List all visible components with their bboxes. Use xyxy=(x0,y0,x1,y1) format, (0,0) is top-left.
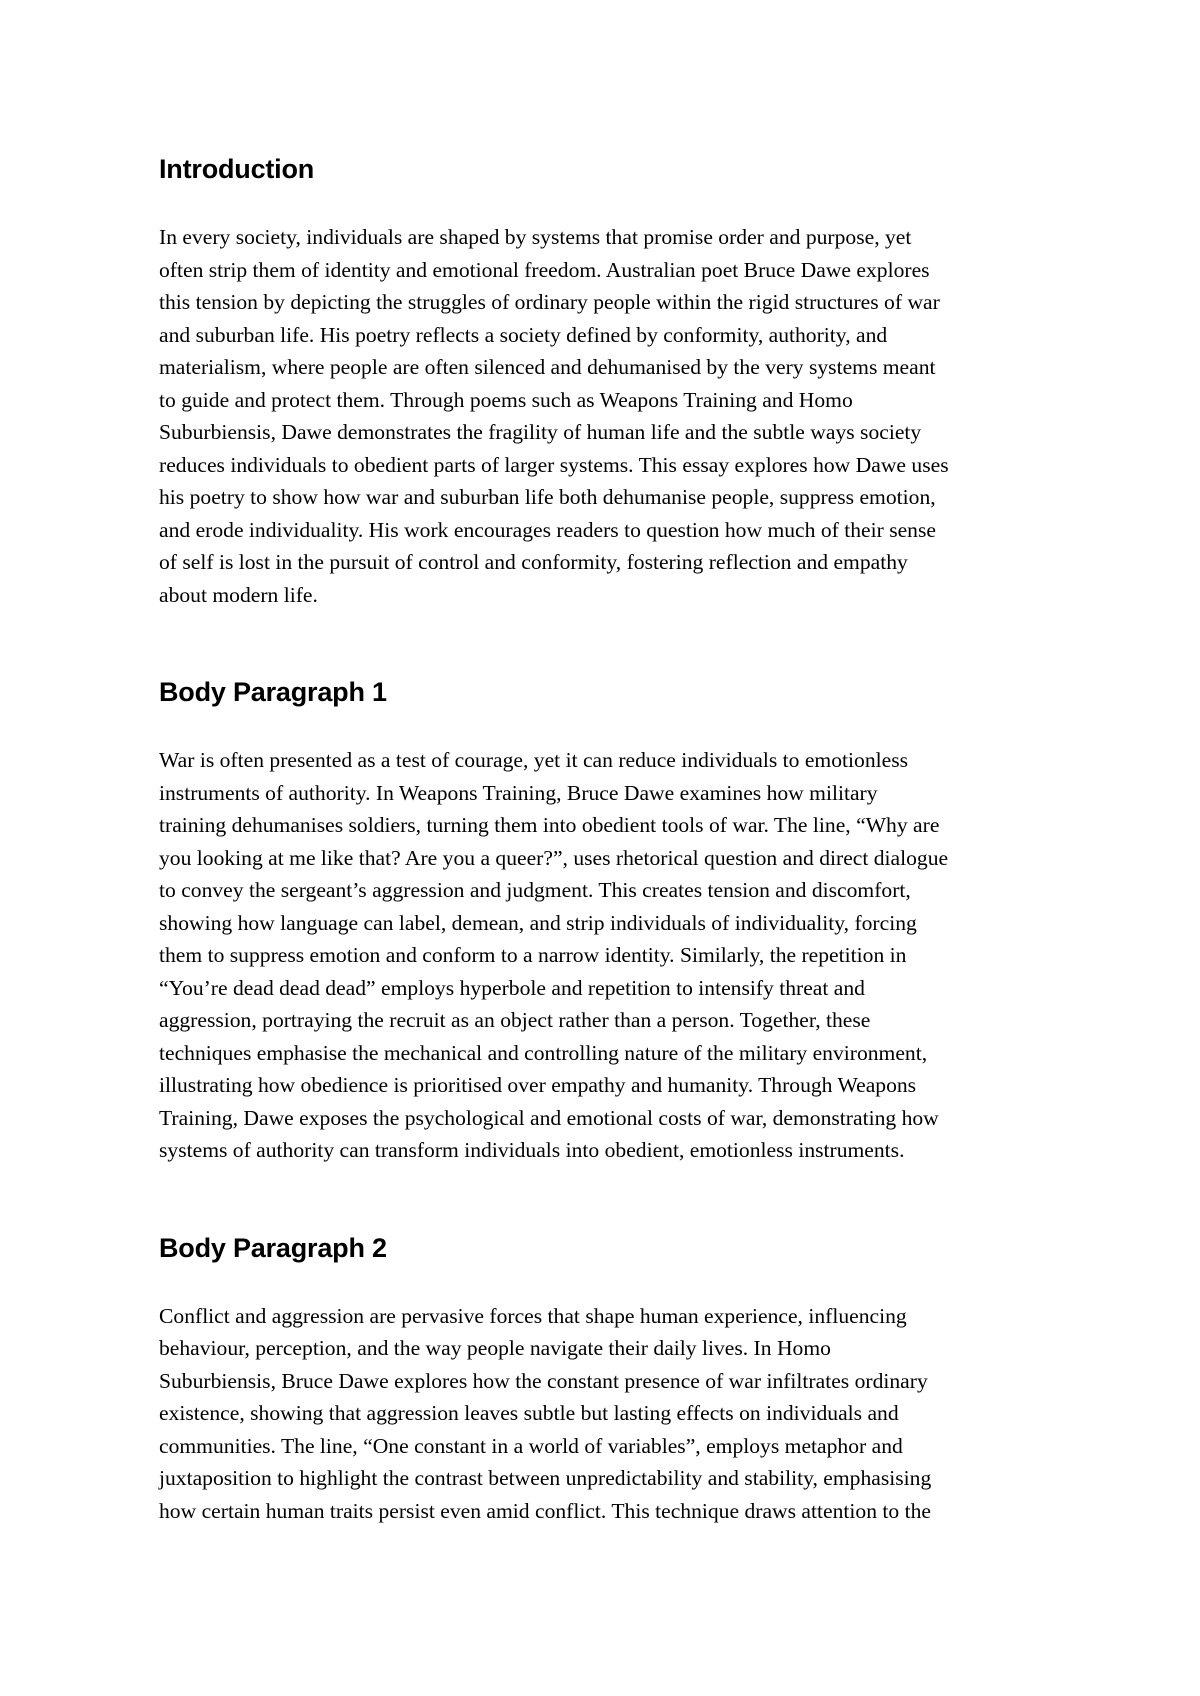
text-line: often strip them of identity and emotional freedom. Australian poet Bruce Dawe explores xyxy=(159,257,930,282)
text-line: juxtaposition to highlight the contrast between unpredictability and stability, emphasising xyxy=(159,1466,932,1490)
text-line: Suburbiensis, Dawe demonstrates the fragility of human life and the subtle ways society xyxy=(159,420,922,444)
text-line: materialism, where people are often silenced and dehumanised by the very systems meant xyxy=(159,355,936,379)
section-heading: Introduction xyxy=(159,154,315,184)
text-line: illustrating how obedience is prioritised over empathy and humanity. Through Weapons xyxy=(159,1073,917,1097)
text-line: and suburban life. His poetry reflects a society defined by conformity, authority, and xyxy=(159,322,888,347)
text-line: how certain human traits persist even amid conflict. This technique draws attention to the xyxy=(159,1498,931,1523)
text-line: training dehumanises soldiers, turning them into obedient tools of war. The line, “Why are xyxy=(159,813,940,837)
text-line: Training, Dawe exposes the psychological and emotional costs of war, demonstrating how xyxy=(159,1105,939,1130)
text-line: War is often presented as a test of courage, yet it can reduce individuals to emotionless xyxy=(159,748,909,772)
section-paragraph xyxy=(159,744,1059,1167)
text-line: existence, showing that aggression leaves subtle but lasting effects on individuals and xyxy=(159,1401,899,1425)
text-line: of self is lost in the pursuit of control and conformity, fostering reflection and empathy xyxy=(159,550,908,574)
text-line: this tension by depicting the struggles of ordinary people within the rigid structures of war xyxy=(159,290,940,314)
text-line: In every society, individuals are shaped by systems that promise order and purpose, yet xyxy=(159,225,912,249)
text-line: to guide and protect them. Through poems such as Weapons Training and Homo xyxy=(159,387,853,412)
text-line: Suburbiensis, Bruce Dawe explores how the constant presence of war infiltrates ordinary xyxy=(159,1368,928,1393)
text-line: and erode individuality. His work encourages readers to question how much of their sense xyxy=(159,517,936,542)
text-line: showing how language can label, demean, and strip individuals of individuality, forcing xyxy=(159,910,917,935)
text-line: “You’re dead dead dead” employs hyperbole and repetition to intensify threat and xyxy=(159,975,865,1000)
document-content xyxy=(159,152,1059,1527)
text-line: techniques emphasise the mechanical and controlling nature of the military environment, xyxy=(159,1040,928,1065)
text-line: to convey the sergeant’s aggression and judgment. This creates tension and discomfort, xyxy=(159,878,911,902)
text-line: Conflict and aggression are pervasive forces that shape human experience, influencing xyxy=(159,1303,907,1328)
text-line: his poetry to show how war and suburban life both dehumanise people, suppress emotion, xyxy=(159,485,936,509)
text-line: you looking at me like that? Are you a queer?”, uses rhetorical question and direct dialogue xyxy=(159,845,949,870)
section-heading: Body Paragraph 1 xyxy=(159,677,387,707)
text-line: about modern life. xyxy=(159,582,318,607)
text-line: instruments of authority. In Weapons Training, Bruce Dawe examines how military xyxy=(159,780,878,805)
section-paragraph xyxy=(159,221,1059,611)
section-introduction xyxy=(159,152,1059,611)
section-body-paragraph-1 xyxy=(159,675,1059,1167)
text-line: communities. The line, “One constant in a world of variables”, employs metaphor and xyxy=(159,1433,903,1458)
text-line: systems of authority can transform individuals into obedient, emotionless instruments. xyxy=(159,1138,905,1162)
section-paragraph xyxy=(159,1300,1059,1528)
section-heading: Body Paragraph 2 xyxy=(159,1232,387,1263)
text-line: behaviour, perception, and the way people navigate their daily lives. In Homo xyxy=(159,1336,831,1360)
text-line: them to suppress emotion and conform to a narrow identity. Similarly, the repetition in xyxy=(159,943,907,967)
section-body-paragraph-2 xyxy=(159,1231,1059,1528)
text-line: aggression, portraying the recruit as an object rather than a person. Together, these xyxy=(159,1008,871,1032)
text-line: reduces individuals to obedient parts of larger systems. This essay explores how Dawe uses xyxy=(159,452,949,477)
